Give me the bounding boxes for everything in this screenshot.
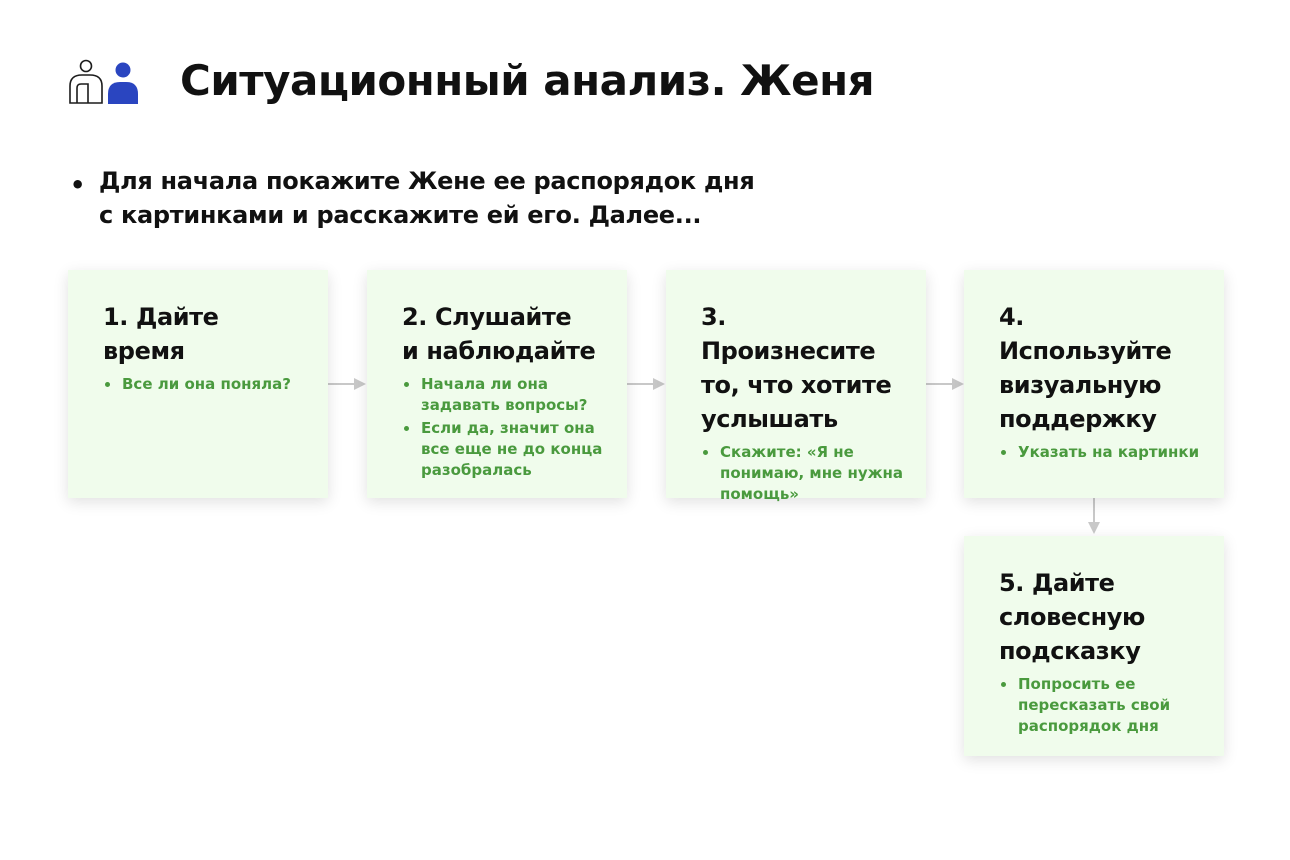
connector-arrow-3-4	[926, 376, 966, 392]
step-title: 1. Дайте время	[103, 303, 219, 365]
step-card-2	[367, 270, 627, 498]
connector-arrow-4-5	[1086, 498, 1102, 536]
step-title: 3. Произнесите то, что хотите услышать	[701, 303, 892, 433]
intro-bullet: •	[70, 171, 86, 199]
step-hints	[701, 442, 906, 505]
step-hint: Указать на картинки	[999, 442, 1204, 463]
step-hint: Все ли она поняла?	[103, 374, 308, 395]
step-card-5	[964, 536, 1224, 756]
step-hint: Начала ли она задавать вопросы?	[402, 374, 607, 416]
step-hint: Если да, значит она все еще не до конца разобралась	[402, 418, 607, 481]
step-title: 4. Используйте визуальную поддержку	[999, 303, 1172, 433]
step-card-1	[68, 270, 328, 498]
step-card-3	[666, 270, 926, 503]
page-title: Ситуационный анализ. Женя	[180, 56, 875, 105]
step-hints	[402, 374, 607, 481]
step-hint: Скажите: «Я не понимаю, мне нужна помощь»	[701, 442, 906, 505]
connector-arrow-1-2	[328, 376, 368, 392]
step-title: 5. Дайте словесную подсказку	[999, 569, 1145, 665]
step-card-4	[964, 270, 1224, 498]
step-hints	[103, 374, 308, 395]
intro-line-1: Для начала покажите Жене ее распорядок дня	[99, 167, 755, 195]
step-title: 2. Слушайте и наблюдайте	[402, 303, 596, 365]
people-icon	[68, 58, 140, 108]
step-hint: Попросить ее пересказать свой распорядок дня	[999, 674, 1204, 737]
intro-text	[70, 164, 790, 232]
connector-arrow-2-3	[627, 376, 667, 392]
step-hints	[999, 674, 1204, 737]
step-hints	[999, 442, 1204, 463]
intro-line-2: с картинками и расскажите ей его. Далее...	[99, 201, 702, 229]
